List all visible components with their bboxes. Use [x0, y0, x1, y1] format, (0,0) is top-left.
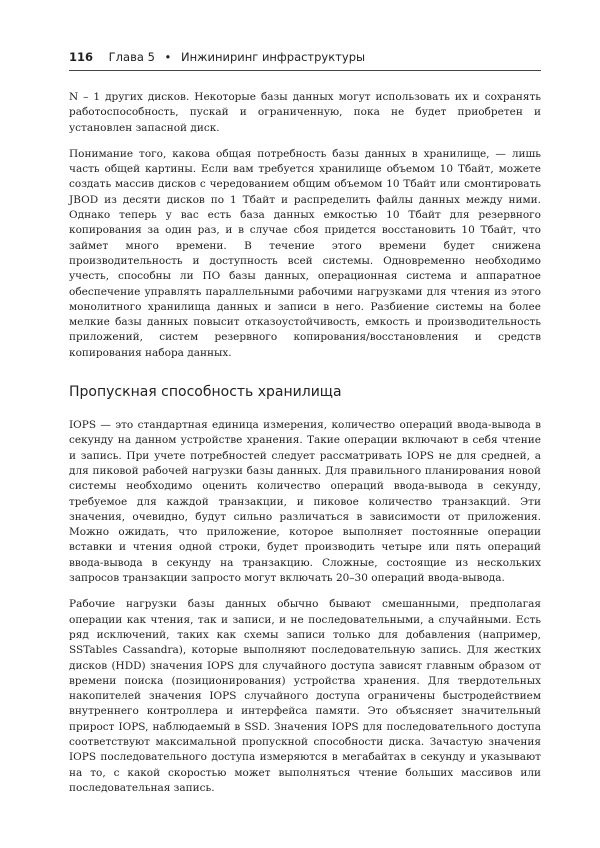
paragraph: IOPS — это стандартная единица измерения, количество операций ввода-вывода в секунду на данном устройстве хранения. Такие операции включают в себя чтение и запись. При учете потребностей следует рассматривать IOPS не для средней, а для пиковой рабочей нагрузки базы данных. Для правильного планирования новой системы необходимо оценить количество операций ввода-вывода в секунду, требуемое для каждой транзакции, и пиковое количество транзакций. Эти значения, очевидно, будут сильно различаться в зависимости от приложения. Можно ожидать, что приложение, которое выполняет постоянные операции вставки и чтения одной строки, будет производить четыре или пять операций ввода-вывода в секунду на транзакцию. Сложные, состоящие из нескольких запросов транзакции запросто могут включать 20–30 операций ввода-вывода. [69, 419, 541, 585]
page-body [69, 90, 541, 807]
header-separator: • [164, 50, 172, 64]
page-number: 116 [69, 50, 94, 64]
chapter-title: Инжиниринг инфраструктуры [181, 50, 366, 64]
running-header [69, 50, 541, 64]
paragraph: Понимание того, какова общая потребность базы данных в хранилище, — лишь часть общей картины. Если вам требуется хранилище объемом 10 Тбайт, можете создать массив дисков с чередованием общим объемом 10 Тбайт или смонтировать JBOD из десяти дисков по 1 Тбайт и распределить файлы данных между ними. Однако теперь у вас есть база данных емкостью 10 Тбайт для резервного копирования за один раз, и в случае сбоя придется восстановить 10 Тбайт, что займет много времени. В течение этого времени будет снижена производительность и доступность всей системы. Одновременно необходимо учесть, способны ли ПО базы данных, операционная система и аппаратное обеспечение управлять параллельными рабочими нагрузками для чтения из этого монолитного хранилища данных и записи в него. Разбиение системы на более мелкие базы данных повысит отказоустойчивость, емкость и производительность приложений, систем резервного копирования/восстановления и средств копирования набора данных. [69, 147, 541, 359]
paragraph: N – 1 других дисков. Некоторые базы данных могут использовать их и сохранять работоспособность, пускай и ограниченную, пока не будет приобретен и установлен запасной диск. [69, 91, 541, 134]
chapter-label: Глава 5 [108, 50, 155, 64]
paragraph: Рабочие нагрузки базы данных обычно бывают смешанными, предполагая операции как чтения, так и записи, и не последовательными, а случайными. Есть ряд исключений, таких как схемы записи только для добавления (например, SSTables Cassandra), которые выполняют последовательную запись. Для жестких дисков (HDD) значения IOPS для случайного доступа зависят главным образом от времени поиска (позиционирования) устройства хранения. Для твердотельных накопителей значения IOPS случайного доступа ограничены быстродействием внутреннего контроллера и интерфейса памяти. Это объясняет значительный прирост IOPS, наблюдаемый в SSD. Значения IOPS для последовательного доступа соответствуют максимальной пропускной способности диска. Зачастую значения IOPS последовательного доступа измеряются в мегабайтах в секунду и указывают на то, с какой скоростью может выполняться чтение больших массивов или последовательная запись. [69, 598, 541, 794]
header-rule [69, 70, 541, 71]
section-heading: Пропускная способность хранилища [69, 384, 342, 401]
